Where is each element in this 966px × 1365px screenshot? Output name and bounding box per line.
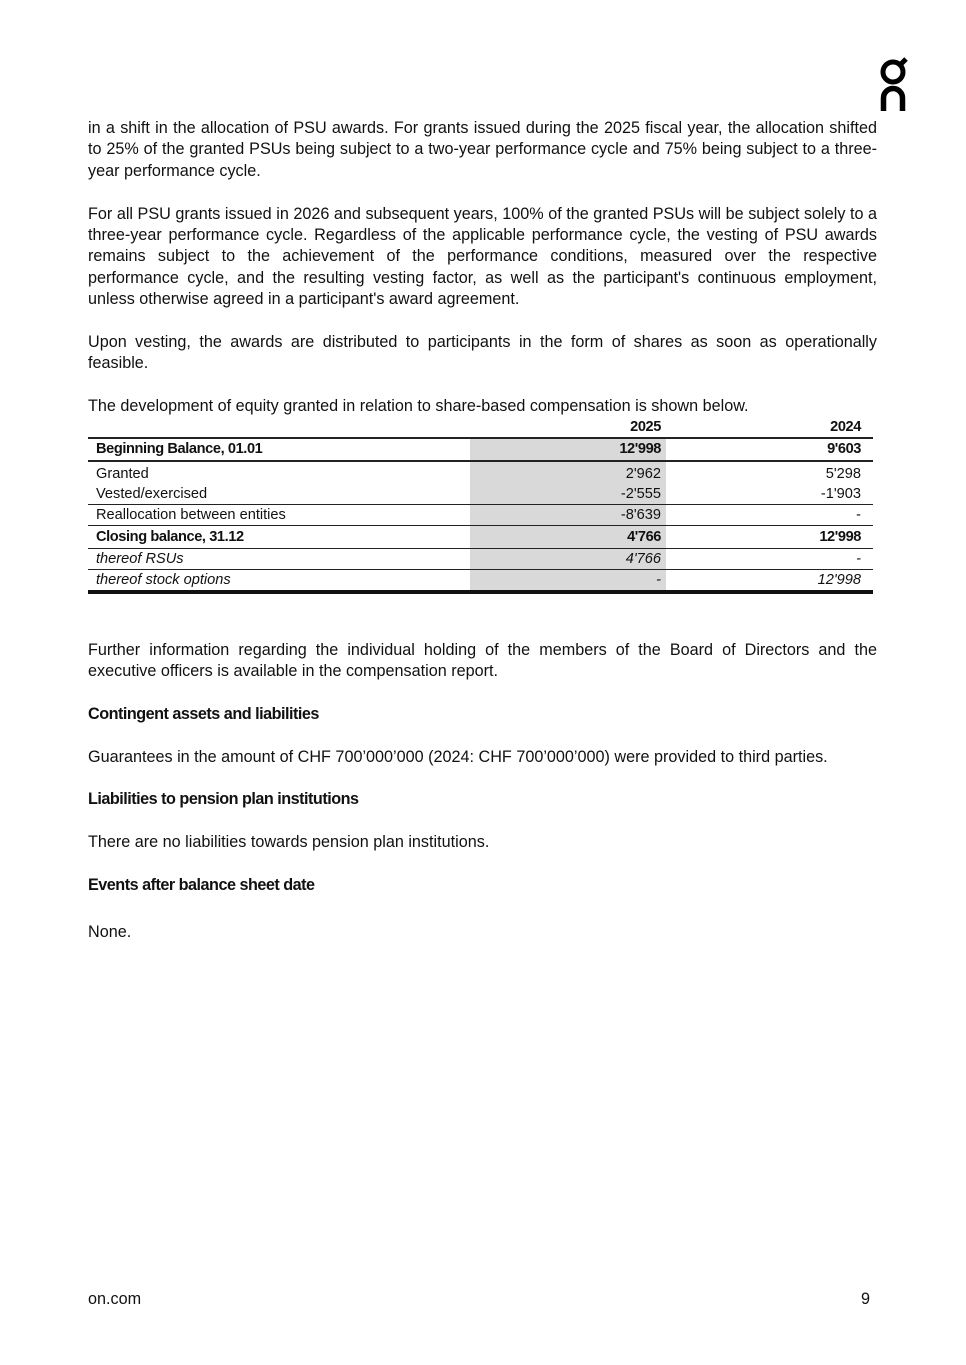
paragraph-events: None.	[88, 923, 132, 942]
paragraph-pension: There are no liabilities towards pension plan institutions.	[88, 833, 490, 852]
on-brand-logo-icon	[878, 57, 912, 113]
value-2024: 5'298	[666, 461, 873, 484]
heading-pension: Liabilities to pension plan institutions	[88, 790, 359, 809]
table-row	[88, 438, 873, 461]
value-2024: -1'903	[820, 485, 861, 502]
paragraph-contingent: Guarantees in the amount of CHF 700’000’000 (2024: CHF 700’000’000) were provided to third parties.	[88, 747, 828, 766]
value-2025: 4'766	[470, 548, 666, 569]
value-2025: -	[470, 569, 666, 592]
table-row	[88, 484, 873, 505]
row-label: thereof RSUs	[88, 548, 470, 569]
row-label: Closing balance, 31.12	[88, 525, 470, 548]
equity-development-table	[88, 418, 873, 594]
value-2025: -8'639	[470, 504, 666, 525]
header-2024: 2024	[830, 418, 861, 435]
value-2025: 12'998	[470, 438, 666, 461]
table-row	[88, 525, 873, 548]
header-2025: 2025	[630, 418, 661, 435]
row-label: Beginning Balance, 01.01	[88, 438, 470, 461]
value-2024: -	[666, 548, 873, 569]
value-2024: 9'603	[666, 438, 873, 461]
table-row	[88, 548, 873, 569]
footer-website-link[interactable]: on.com	[88, 1290, 142, 1308]
table-row	[88, 569, 873, 592]
header-label	[88, 418, 470, 438]
footer-page-number: 9	[860, 1290, 870, 1308]
row-label: thereof stock options	[88, 569, 470, 592]
paragraph-psu-allocation: in a shift in the allocation of PSU awards. For grants issued during the 2025 fiscal year, the allocation shifted to 25% of the granted PSUs being subject to a two-year performance cycle and 75% being subject to a three-year performance cycle.	[88, 119, 877, 180]
table-row	[88, 461, 873, 484]
paragraph-further-info: Further information regarding the individual holding of the members of the Board of Directors and the executive officers is available in the compensation report.	[88, 640, 877, 681]
document-body	[88, 118, 877, 965]
row-label: Reallocation between entities	[88, 504, 470, 525]
value-2025: -2'555	[470, 484, 666, 505]
heading-events: Events after balance sheet date	[88, 876, 315, 895]
value-2025: 2'962	[470, 461, 666, 484]
row-label: Granted	[88, 461, 470, 484]
row-label: Vested/exercised	[96, 485, 208, 502]
table-header-row	[88, 418, 873, 438]
value-2024: -	[666, 504, 873, 525]
value-2025: 4'766	[470, 525, 666, 548]
paragraph-psu-2026: For all PSU grants issued in 2026 and subsequent years, 100% of the granted PSUs will be subject solely to a three-year performance cycle. Regardless of the applicable performance cycle, the vesting of PSU awards remains subject to the achievement of the performance conditions, measured over the respective performance cycle, and the resulting vesting factor, as well as the participant's continuous employment, unless otherwise agreed in a participant's award agreement.	[88, 204, 877, 309]
value-2024: 12'998	[666, 569, 873, 592]
table-intro: The development of equity granted in relation to share-based compensation is shown below.	[88, 397, 749, 416]
heading-contingent: Contingent assets and liabilities	[88, 704, 319, 723]
table-row	[88, 504, 873, 525]
paragraph-vesting: Upon vesting, the awards are distributed to participants in the form of shares as soon as operationally feasible.	[88, 333, 877, 373]
value-2024: 12'998	[666, 525, 873, 548]
